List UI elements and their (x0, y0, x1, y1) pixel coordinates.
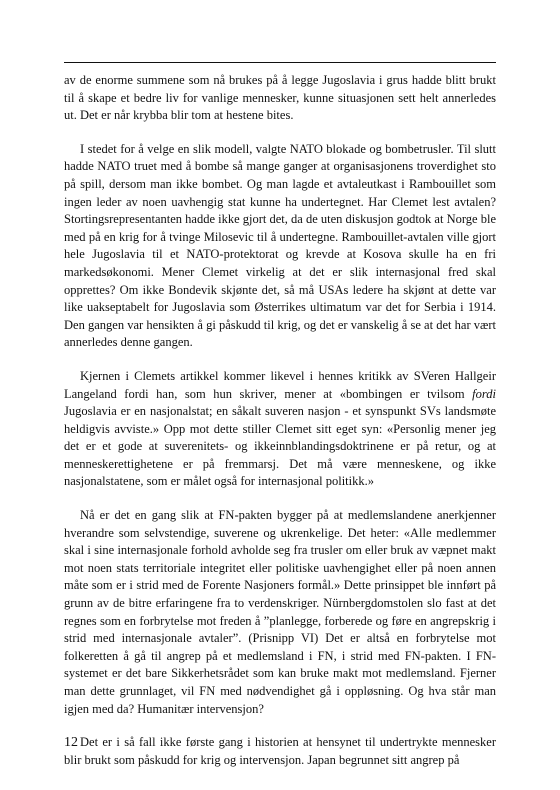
italic-emphasis: fordi (472, 386, 496, 401)
paragraph-history: Det er i så fall ikke første gang i historien at hensynet til undertrykte mennesker blir brukt som påskudd for krig og intervensjon. Japan begrunnet sitt angrep på (64, 735, 496, 767)
paragraph-un-charter: Nå er det en gang slik at FN-pakten bygger på at medlemslandene anerkjenner hverandre som selvstendige, suverene og ukrenkelige. Det heter: «Alle medlemmer skal i sine internasjonale forhold avholde seg fra trusler om eller bruk av væpnet makt mot noen stats territoriale integritet eller politiske uavhengighet eller på noen annen måte som er i strid med de Forente Nasjoners formål.» Dette prinsippet ble innført på grunn av de bitre erfaringene fra to verdenskriger. Nürnbergdomstolen slo fast at det regnes som en forbrytelse mot freden å ”planlegge, forberede og føre en angrepskrig i strid med internasjonale avtaler”. (Prisnipp VI) Det er altså en forbrytelse mot folkeretten å gå til angrep på et medlemsland i FN, i strid med FN-pakten. I FN-systemet er det bare Sikkerhetsrådet som kan bruke makt mot medlemsland. Fjerner man dette grunnlaget, vil FN med nødvendighet gå i oppløsning. Og hva står man igjen med da? Humanitær intervensjon? (64, 508, 496, 716)
paragraph-nato-blockade: I stedet for å velge en slik modell, valgte NATO blokade og bombetrusler. Til slutt hadde NATO truet med å bombe så mange ganger at organisasjonens troverdighet sto på spill, dersom man ikke bombet. Og man lagde et avtaleutkast i Rambouillet som ingen leder av noen uavhengig stat kunne ha undertegnet. Har Clemet lest avtalen? Stortingsrepresentanten hadde ikke gjort det, da de uten diskusjon godtok at Norge ble med på en krig for å tvinge Milosevic til å undertegne. Rambouillet-avtalen ville gjort hele Jugoslavia til et NATO-protektorat og krevde at Kosova skulle ha en fri markedsøkonomi. Mener Clemet virkelig at det er slik internasjonal fred skal opprettes? Om ikke Bondevik skjønte det, så må USAs ledere ha skjønt at dette var like uakseptabelt for Jugoslavia som Østerrikes ultimatum var det for Serbia i 1914. Den gangen var hensikten å gi påskudd til krig, og det er vanskelig å se at det har vært annerledes denne gangen. (64, 141, 496, 350)
body-text (64, 72, 496, 769)
header-rule (64, 62, 496, 63)
paragraph-continuation: av de enorme summene som nå brukes på å legge Jugoslavia i grus hadde blitt brukt til å skape et bedre liv for vanlige mennesker, kunne situasjonen sett helt annerledes ut. Det er når krybba blir tom at hestene bites. (64, 73, 496, 123)
paragraph-text-segment: Kjernen i Clemets artikkel kommer likevel i hennes kritikk av SVeren Hallgeir Langeland fordi han, som hun skriver, mener at «bombingen er tvilsom (64, 368, 496, 401)
paragraph-clemet-critique (64, 368, 496, 491)
page-number: 12 (64, 735, 78, 750)
paragraph-text-segment: Jugoslavia er en nasjonalstat; en såkalt suveren nasjon - et synspunkt SVs landsmøte heldigvis avviste.» Opp mot dette stiller Clemet sitt eget syn: «Personlig mener jeg det er et gode at suverenitets- og ikkeinnblandingsdoktrinene er på retur, og at menneskerettighetene er på fremmarsj. Det må være menneskene, og ikke nasjonalstatene, som er målet også for internasjonal politikk.» (64, 404, 496, 489)
